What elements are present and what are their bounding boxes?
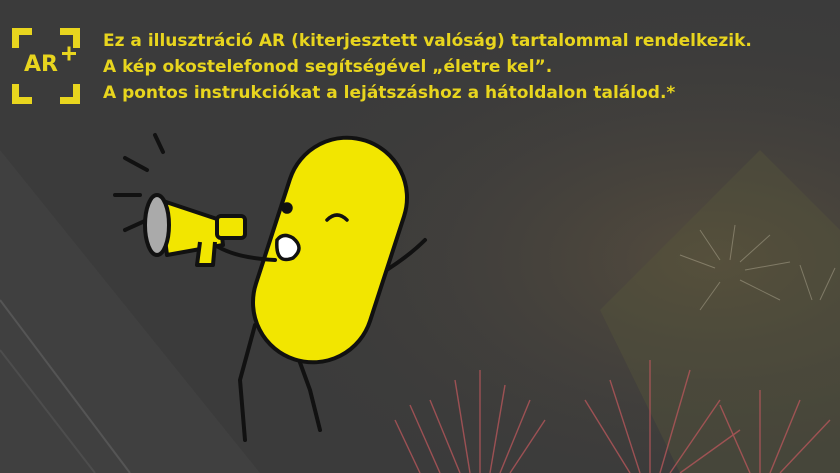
yellow-bean-character	[105, 130, 435, 450]
notice-line-3: A pontos instrukciókat a lejátszáshoz a hátoldalon találod.*	[103, 83, 676, 103]
megaphone-icon	[145, 195, 245, 265]
notice-line-2: A kép okostelefonod segítségével „életre kel”.	[103, 57, 553, 77]
notice-line-1: Ez a illusztráció AR (kiterjesztett valóság) tartalommal rendelkezik.	[103, 31, 752, 51]
ar-notice-text	[103, 28, 838, 106]
ar-badge-label: AR	[24, 52, 58, 77]
